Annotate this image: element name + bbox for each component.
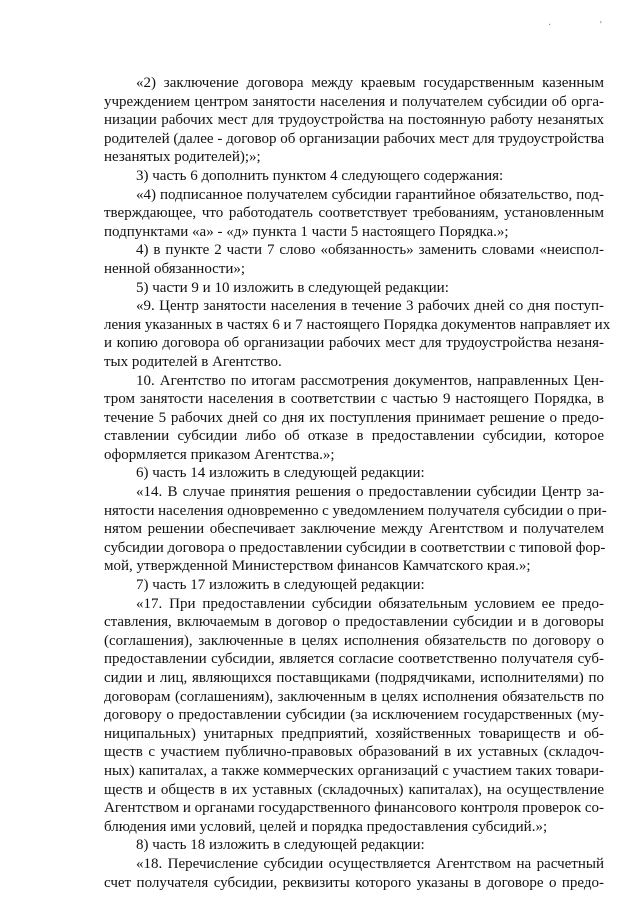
document-line: ществ и обществ в их уставных (складочных) капиталах), на осуществление: [104, 781, 604, 798]
document-line: счет получателя субсидии, реквизиты которого указаны в договоре о предо-: [104, 874, 604, 891]
document-line: незанятых родителей);»;: [104, 149, 261, 166]
document-line: родителей (далее - договор об организации рабочих мест для трудоустройства: [104, 130, 605, 147]
document-line: ных) капиталах, а также коммерческих организаций с участием таких товари-: [104, 762, 604, 779]
document-line: «4) подписанное получателем субсидии гарантийное обязательство, под-: [136, 186, 604, 203]
document-line: и копию договора об организации рабочих мест для трудоустройства незаня-: [104, 335, 604, 352]
document-line: 6) часть 14 изложить в следующей редакции:: [136, 465, 425, 482]
document-line: ществ с участием публично-правовых образований в их уставных (складоч-: [104, 744, 604, 761]
document-line: низации рабочих мест для трудоустройства на постоянную работу незанятых: [104, 112, 604, 129]
document-line: субсидии договора о предоставлении субсидии в соответствии с типовой фор-: [104, 539, 606, 556]
document-line: 7) часть 17 изложить в следующей редакции:: [136, 577, 425, 594]
document-line: тверждающее, что работодатель соответствует требованиям, установленным: [104, 205, 604, 222]
document-line: 10. Агентство по итогам рассмотрения документов, направленных Цен-: [136, 372, 604, 389]
document-line: ставлении субсидии либо об отказе в предоставлении субсидии, которое: [104, 428, 604, 445]
document-line: Агентством и органами государственного финансового контроля проверок со-: [104, 800, 605, 817]
document-line: оформляется приказом Агентства.»;: [104, 446, 335, 463]
document-line: «9. Центр занятости населения в течение 3 рабочих дней со дня поступ-: [136, 298, 604, 315]
document-line: договорам (соглашениям), заключенным в целях исполнения обязательств по: [104, 688, 604, 705]
scan-mark: ·: [548, 20, 552, 31]
document-line: 5) части 9 и 10 изложить в следующей редакции:: [136, 279, 449, 296]
document-line: течение 5 рабочих дней со дня их поступления принимает решение о предо-: [104, 409, 604, 426]
document-line: мой, утвержденной Министерством финансов Камчатского края.»;: [104, 558, 531, 575]
document-line: ставления, включаемым в договор о предоставлении субсидии и в договоры: [104, 614, 604, 631]
document-line: ненной обязанности»;: [104, 260, 246, 277]
document-line: «18. Перечисление субсидии осуществляется Агентством на расчетный: [136, 855, 604, 872]
document-line: учреждением центром занятости населения и получателем субсидии об орга-: [104, 93, 604, 110]
document-line: предоставлении субсидии, является согласие соответственно получателя суб-: [104, 651, 604, 668]
document-line: «17. При предоставлении субсидии обязательным условием ее предо-: [136, 595, 604, 612]
scan-mark: ': [600, 20, 602, 31]
document-line: «14. В случае принятия решения о предоставлении субсидии Центр за-: [136, 484, 604, 501]
document-line: нятом решении обеспечивает заключение между Агентством и получателем: [104, 521, 604, 538]
document-line: 3) часть 6 дополнить пунктом 4 следующего содержания:: [136, 167, 504, 184]
document-line: договору о предоставлении субсидии (за исключением государственных (му-: [104, 707, 604, 724]
document-line: подпунктами «а» - «д» пункта 1 части 5 настоящего Порядка.»;: [104, 223, 509, 240]
document-line: блюдения ими условий, целей и порядка предоставления субсидий.»;: [104, 818, 548, 835]
document-line: ления указанных в частях 6 и 7 настоящего Порядка документов направляет их: [104, 316, 611, 333]
document-line: нятости населения одновременно с уведомлением получателя субсидии о при-: [104, 502, 607, 519]
document-line: ниципальных) унитарных предприятий, хозяйственных товариществ и об-: [104, 725, 604, 742]
document-line: 8) часть 18 изложить в следующей редакции:: [136, 837, 425, 854]
document-line: 4) в пункте 2 части 7 слово «обязанность» заменить словами «неиспол-: [136, 242, 604, 259]
document-body: [104, 74, 611, 892]
document-line: тром занятости населения в соответствии с частью 9 настоящего Порядка, в: [104, 391, 604, 408]
document-line: тых родителей в Агентство.: [104, 353, 282, 370]
document-line: (соглашения), заключенные в целях исполнения обязательств по договору о: [104, 632, 604, 649]
document-line: «2) заключение договора между краевым государственным казенным: [136, 75, 604, 91]
document-line: сидии и лиц, являющихся поставщиками (подрядчиками, исполнителями) по: [104, 670, 604, 686]
